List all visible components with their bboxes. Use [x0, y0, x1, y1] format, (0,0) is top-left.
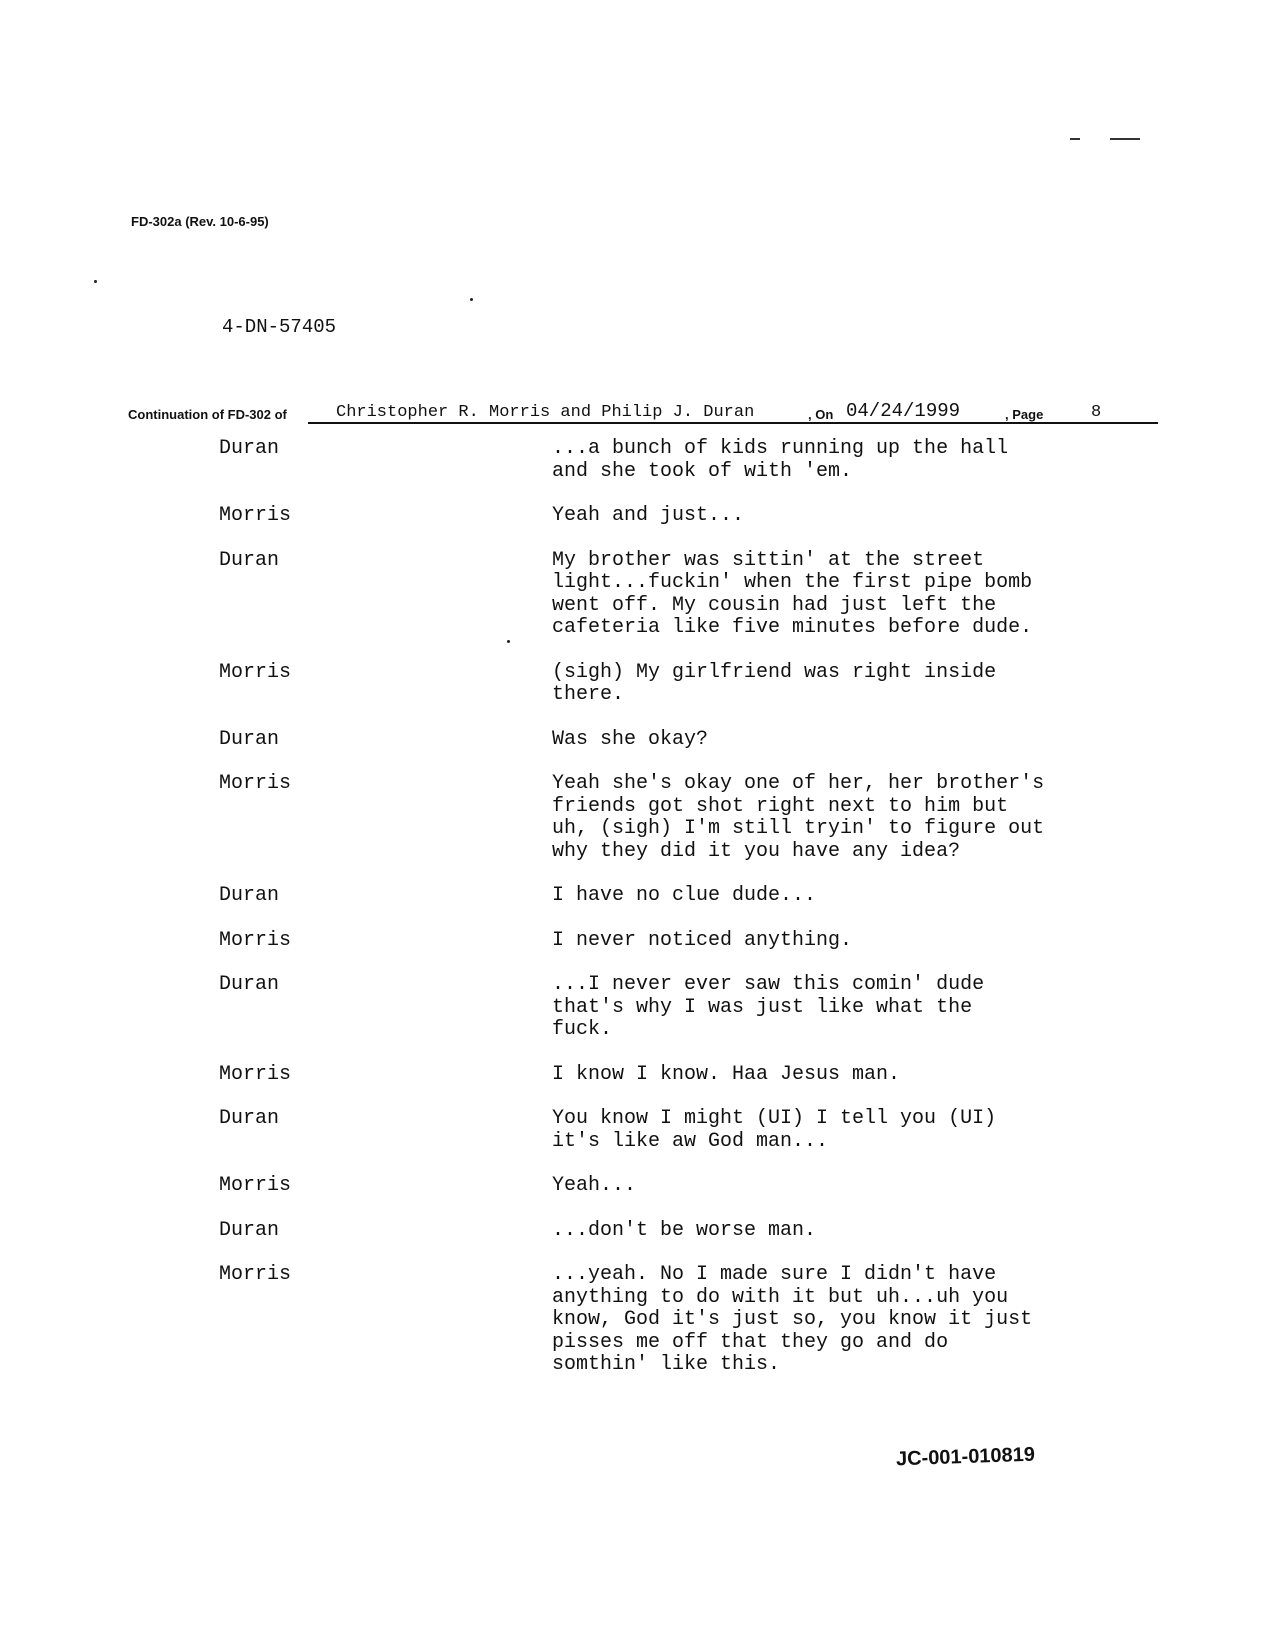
transcript-turn	[0, 1220, 1275, 1243]
speaker-name: Morris	[219, 928, 292, 952]
utterance-text: ...yeah. No I made sure I didn't have anything to do with it but uh...uh you know, God it's just so, you know it just pisses me off that they go and do somthin' like this.	[552, 1263, 1033, 1376]
transcript-turn	[0, 974, 1275, 1042]
transcript-turn	[0, 885, 1275, 908]
subjects: Christopher R. Morris and Philip J. Duran	[336, 403, 755, 422]
utterance-text: You know I might (UI) I tell you (UI) it's like aw God man...	[552, 1107, 997, 1153]
transcript-turn	[0, 550, 1275, 640]
transcript-turn	[0, 729, 1275, 752]
utterance-text: ...don't be worse man.	[552, 1218, 817, 1242]
transcript-turn	[0, 930, 1275, 953]
speaker-name: Duran	[219, 1218, 280, 1242]
transcript-turn	[0, 438, 1275, 483]
transcript-turn	[0, 1108, 1275, 1153]
scan-speck	[94, 280, 97, 283]
form-id: FD-302a (Rev. 10-6-95)	[131, 214, 269, 229]
transcript-turn	[0, 1064, 1275, 1087]
on-label: , On	[808, 407, 834, 422]
speaker-name: Duran	[219, 727, 280, 751]
page-number: 8	[1091, 403, 1102, 422]
file-number: 4-DN-57405	[222, 316, 337, 338]
scan-mark	[1110, 138, 1140, 140]
speaker-name: Morris	[219, 660, 292, 684]
transcript-turn	[0, 773, 1275, 863]
speaker-name: Duran	[219, 437, 280, 460]
continuation-header	[128, 396, 1158, 424]
speaker-name: Morris	[219, 504, 292, 527]
utterance-text: (sigh) My girlfriend was right inside there.	[552, 660, 997, 706]
utterance-text: I never noticed anything.	[552, 928, 853, 952]
speaker-name: Duran	[219, 973, 280, 996]
header-rule	[308, 422, 1158, 424]
speaker-name: Duran	[219, 548, 280, 572]
utterance-text: ...I never ever saw this comin' dude that's why I was just like what the fuck.	[552, 973, 985, 1041]
speaker-name: Duran	[219, 884, 280, 907]
page-label: , Page	[1005, 407, 1044, 422]
utterance-text: Was she okay?	[552, 727, 709, 751]
speaker-name: Morris	[219, 1263, 292, 1286]
speaker-name: Morris	[219, 1062, 292, 1086]
speaker-name: Morris	[219, 772, 292, 795]
transcript-turn	[0, 1175, 1275, 1198]
utterance-text: Yeah and just...	[552, 504, 745, 527]
utterance-text: Yeah she's okay one of her, her brother's friends got shot right next to him but uh, (sigh) I'm still tryin' to figure out why they did it you have any idea?	[552, 772, 1045, 863]
scan-speck	[470, 298, 473, 301]
speaker-name: Duran	[219, 1107, 280, 1130]
utterance-text: ...a bunch of kids running up the hall and she took of with 'em.	[552, 437, 1009, 483]
speaker-name: Morris	[219, 1174, 292, 1197]
transcript-turn	[0, 505, 1275, 528]
bates-number: JC-001-010819	[895, 1443, 1036, 1471]
interview-date: 04/24/1999	[846, 400, 961, 422]
transcript-turn	[0, 662, 1275, 707]
utterance-text: Yeah...	[552, 1174, 637, 1197]
transcript	[0, 438, 1275, 1399]
utterance-text: My brother was sittin' at the street light...fuckin' when the first pipe bomb went off. My cousin had just left the cafeteria like five minutes before dude.	[552, 548, 1033, 639]
transcript-turn	[0, 1264, 1275, 1377]
utterance-text: I know I know. Haa Jesus man.	[552, 1062, 901, 1086]
continuation-label: Continuation of FD-302 of	[128, 407, 287, 422]
scan-mark	[1070, 138, 1080, 140]
utterance-text: I have no clue dude...	[552, 884, 817, 907]
